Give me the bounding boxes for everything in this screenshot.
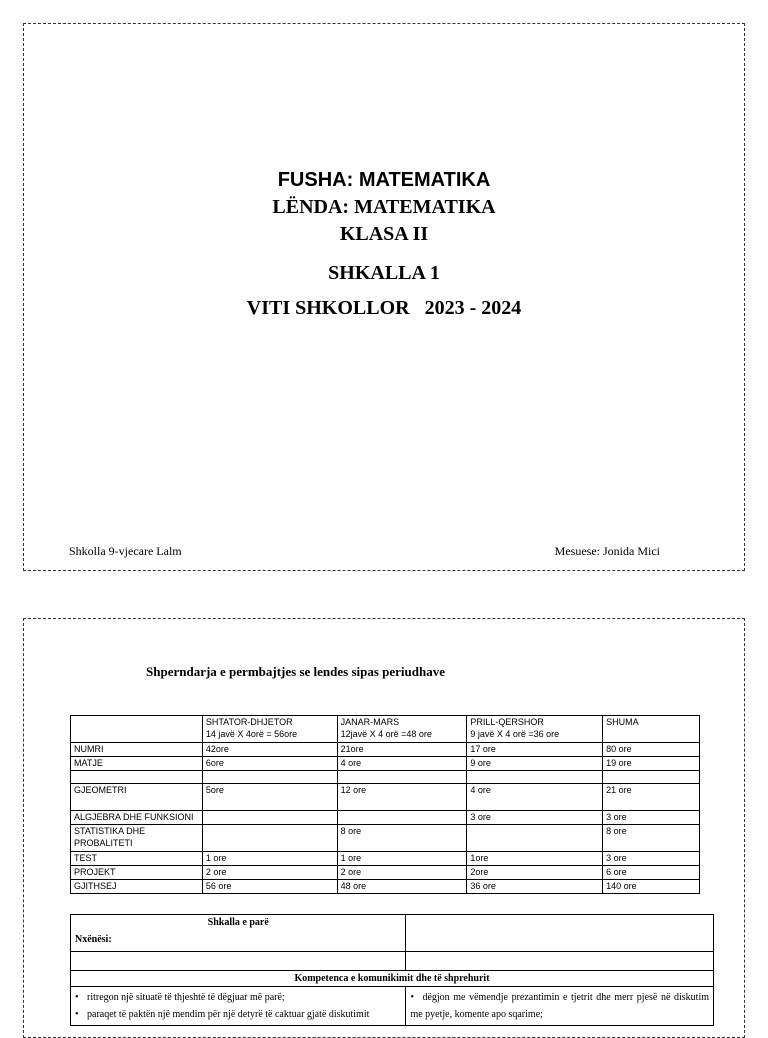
table-cell — [467, 825, 603, 852]
table-cell: 140 ore — [603, 880, 700, 894]
table-row — [71, 784, 700, 811]
table-cell: 3 ore — [603, 852, 700, 866]
table-cell: 56 ore — [202, 880, 337, 894]
table-cell: 2ore — [467, 866, 603, 880]
table-cell — [337, 811, 467, 825]
scale-table — [70, 914, 714, 1026]
table-cell: 3 ore — [603, 811, 700, 825]
subject-title: LËNDA: MATEMATIKA — [272, 196, 496, 218]
row-label: MATJE — [71, 757, 203, 771]
table-cell — [337, 771, 467, 784]
table-cell: 1 ore — [202, 852, 337, 866]
table-cell: 9 ore — [467, 757, 603, 771]
row-label: STATISTIKA DHE PROBALITETI — [71, 825, 203, 852]
table-cell — [406, 952, 714, 971]
competence-heading: Kompetenca e komunikimit dhe të shprehurit — [71, 971, 714, 987]
table-cell: 8 ore — [337, 825, 467, 852]
table-cell — [71, 952, 406, 971]
table-cell — [406, 987, 714, 1026]
table-row — [71, 952, 714, 971]
table-cell: 36 ore — [467, 880, 603, 894]
row-label: TEST — [71, 852, 203, 866]
table-cell: 4 ore — [467, 784, 603, 811]
table-cell — [202, 825, 337, 852]
header-cell: SHTATOR-DHJETOR 14 javë X 4orë = 56ore — [202, 716, 337, 743]
table-row — [71, 987, 714, 1026]
table-cell: 1 ore — [337, 852, 467, 866]
table-cell: 4 ore — [337, 757, 467, 771]
table-cell — [71, 915, 406, 952]
distribution-table — [70, 715, 700, 894]
header-cell — [71, 716, 203, 743]
distribution-title: Shperndarja e permbajtjes se lendes sipas periudhave — [146, 664, 446, 679]
table-cell — [71, 987, 406, 1026]
table-row — [71, 915, 714, 952]
table-cell: 48 ore — [337, 880, 467, 894]
header-cell: SHUMA — [603, 716, 700, 743]
distribution-page — [23, 618, 745, 1038]
teacher-name: Mesuese: Jonida Mici — [554, 544, 660, 558]
scale-heading: Shkalla e parë — [207, 917, 269, 928]
table-cell: 6ore — [202, 757, 337, 771]
table-cell — [406, 915, 714, 952]
row-label: PROJEKT — [71, 866, 203, 880]
table-cell: 42ore — [202, 743, 337, 757]
row-label: GJITHSEJ — [71, 880, 203, 894]
table-row — [71, 811, 700, 825]
table-cell: 12 ore — [337, 784, 467, 811]
subject-area-title: FUSHA: MATEMATIKA — [277, 169, 491, 191]
table-cell: 8 ore — [603, 825, 700, 852]
row-label: ALGJEBRA DHE FUNKSIONI — [71, 811, 203, 825]
table-row — [71, 771, 700, 784]
table-cell: 80 ore — [603, 743, 700, 757]
list-item: • paraqet të paktën një mendim për një detyrë të caktuar gjatë diskutimit — [75, 1006, 401, 1023]
table-row — [71, 825, 700, 852]
table-row — [71, 743, 700, 757]
level-title: SHKALLA 1 — [328, 262, 440, 284]
row-label: NUMRI — [71, 743, 203, 757]
table-cell: 3 ore — [467, 811, 603, 825]
table-row — [71, 757, 700, 771]
table-cell: 19 ore — [603, 757, 700, 771]
class-title: KLASA II — [339, 223, 429, 245]
school-year-title: VITI SHKOLLOR 2023 - 2024 — [246, 297, 522, 319]
row-label: GJEOMETRI — [71, 784, 203, 811]
table-cell: 2 ore — [337, 866, 467, 880]
table-cell: 21ore — [337, 743, 467, 757]
table-cell: 1ore — [467, 852, 603, 866]
table-cell: 2 ore — [202, 866, 337, 880]
table-header-row — [71, 716, 700, 743]
list-item: • ritregon një situatë të thjeshtë të dëgjuar më parë; — [75, 989, 401, 1006]
table-cell: 6 ore — [603, 866, 700, 880]
table-row — [71, 880, 700, 894]
table-cell — [603, 771, 700, 784]
student-label: Nxënësi: — [75, 934, 112, 945]
table-cell: 5ore — [202, 784, 337, 811]
table-cell: 17 ore — [467, 743, 603, 757]
table-cell — [71, 771, 203, 784]
table-cell — [202, 811, 337, 825]
cover-page — [23, 23, 745, 571]
school-name: Shkolla 9-vjecare Lalm — [69, 544, 182, 558]
header-cell: JANAR-MARS 12javë X 4 orë =48 ore — [337, 716, 467, 743]
table-cell: 21 ore — [603, 784, 700, 811]
header-cell: PRILL-QERSHOR 9 javë X 4 orë =36 ore — [467, 716, 603, 743]
list-item: • dëgjon me vëmendje prezantimin e tjetrit dhe merr pjesë në diskutim me pyetje, komente apo sqarime; — [410, 989, 709, 1023]
table-cell — [202, 771, 337, 784]
table-row — [71, 971, 714, 987]
table-row — [71, 866, 700, 880]
table-row — [71, 852, 700, 866]
table-cell — [467, 771, 603, 784]
